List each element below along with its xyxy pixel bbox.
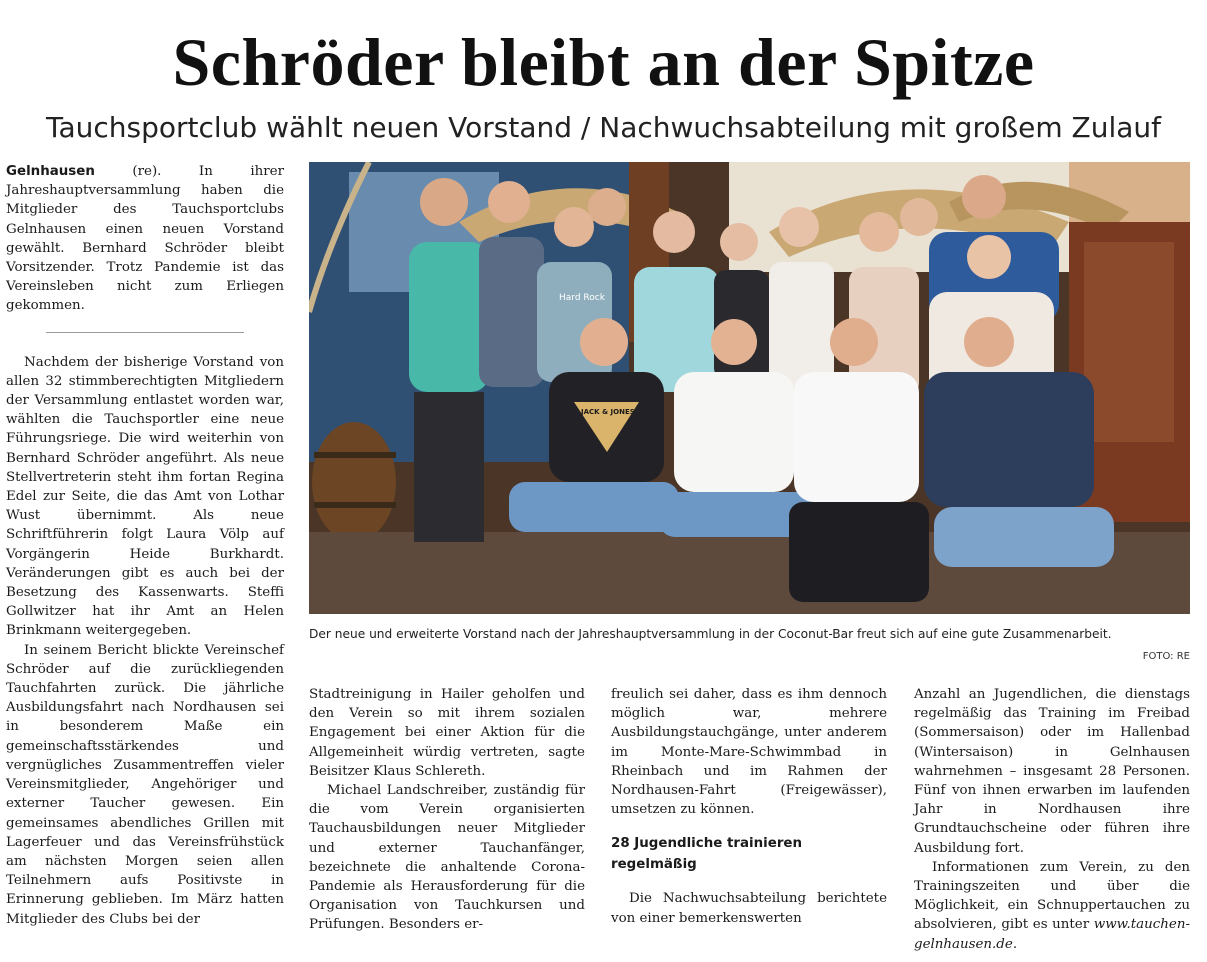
- period: .: [1012, 936, 1018, 952]
- dateline: Gelnhausen: [6, 164, 95, 179]
- subheading: 28 Jugendliche trainieren regelmäßig: [611, 836, 803, 873]
- lead-text: (re). In ihrer Jahreshauptversammlung haben die Mitglieder des Tauchsportclubs Gelnhausen einen neuen Vorstand gewählt. Bernhard Schröder bleibt Vorsitzender. Trotz Pandemie ist das Vereinsleben nicht zum Erliegen gekommen.: [6, 164, 284, 314]
- group-photo: [309, 162, 1190, 614]
- headline: Schröder bleibt an der Spitze: [172, 24, 1035, 100]
- info-text: Informationen zum Verein, zu den Trainingszeiten und über die Möglichkeit, ein Schnuppertauchen zu absolvieren, gibt es unter: [914, 859, 1190, 933]
- paragraph: In seinem Bericht blickte Vereinschef Schröder auf die zurückliegenden Tauchfahrten zurück. Die jährliche Ausbildungsfahrt nach Nordhausen sei in besonderem Maße ein gemeinschaftsstärkendes und vergnügliches Zusammentreffen vieler Vereinsmitglieder, Angehöriger und externer Taucher gewesen. Ein gemeinsames abendliches Grillen mit Lagerfeuer und das Vereinsfrühstück am nächsten Morgen seien allen Teilnehmern aufs Positivste in Erinnerung geblieben. Im März hatten Mitglieder des Clubs bei der: [6, 642, 284, 927]
- photo-credit: FOTO: RE: [1142, 651, 1190, 662]
- shirt-print-1: Hard Rock: [559, 293, 605, 303]
- paragraph: Die Nachwuchsabteilung berichtete von einer bemerkenswerten: [611, 891, 887, 926]
- column-1: [6, 162, 284, 929]
- paragraph: freulich sei daher, dass es ihm dennoch möglich war, mehrere Ausbildungstauchgänge, unter anderem im Monte-Mare-Schwimmbad in Rheinbach und im Rahmen der Nordhausen-Fahrt (Freigewässer), umsetzen zu können.: [611, 687, 887, 818]
- divider: [46, 332, 244, 333]
- paragraph: Anzahl an Jugendlichen, die dienstags regelmäßig das Training im Freibad (Sommersaison) oder im Hallenbad (Wintersaison) in Gelnhausen wahrnehmen – insgesamt 28 Personen. Fünf von ihnen erwarben im laufenden Jahr in Nordhausen ihre Grundtauchscheine oder führen ihre Ausbildung fort.: [914, 687, 1190, 856]
- shirt-print-2: JACK & JONES: [581, 408, 635, 416]
- paragraph: Stadtreinigung in Hailer geholfen und den Verein so mit ihrem sozialen Engagement bei einer Aktion für die Allgemeinheit würdig vertreten, sagte Beisitzer Klaus Schlereth.: [309, 687, 585, 779]
- column-2: [309, 685, 585, 935]
- column-4: [914, 685, 1190, 954]
- paragraph: [914, 858, 1190, 954]
- spacer: [611, 819, 887, 833]
- paragraph: Michael Landschreiber, zuständig für die vom Verein organisierten Tauchausbildungen neuer Mitglieder und externer Tauchanfänger, bezeichnete die anhaltende Corona-Pandemie als Herausforderung für die Organisation von Tauchkursen und Prüfungen. Besonders er-: [309, 783, 585, 933]
- subheadline: Tauchsportclub wählt neuen Vorstand / Nachwuchsabteilung mit großem Zulauf: [46, 111, 1161, 144]
- website-link[interactable]: www.tauchen-gelnhausen.de: [914, 917, 1190, 952]
- spacer: [611, 875, 887, 889]
- paragraph: Nachdem der bisherige Vorstand von allen 32 stimmberechtigten Mitgliedern der Versammlung entlastet worden war, wählten die Tauchsportler eine neue Führungsriege. Die wird weiterhin von Bernhard Schröder angeführt. Als neue Stellvertreterin steht ihm fortan Regina Edel zur Seite, die das Amt von Lothar Wust übernimmt. Als neue Schriftführerin folgt Laura Völp auf Vorgängerin Heide Burkhardt. Veränderungen gibt es auch bei der Besetzung des Kassenwarts. Steffi Gollwitzer hat ihr Amt an Helen Brinkmann weitergegeben.: [6, 354, 284, 639]
- photo-caption: Der neue und erweiterte Vorstand nach der Jahreshauptversammlung in der Coconut-Bar freut sich auf eine gute Zusammenarbeit.: [309, 627, 1112, 641]
- column-3: [611, 685, 887, 928]
- lead-paragraph: [6, 162, 284, 316]
